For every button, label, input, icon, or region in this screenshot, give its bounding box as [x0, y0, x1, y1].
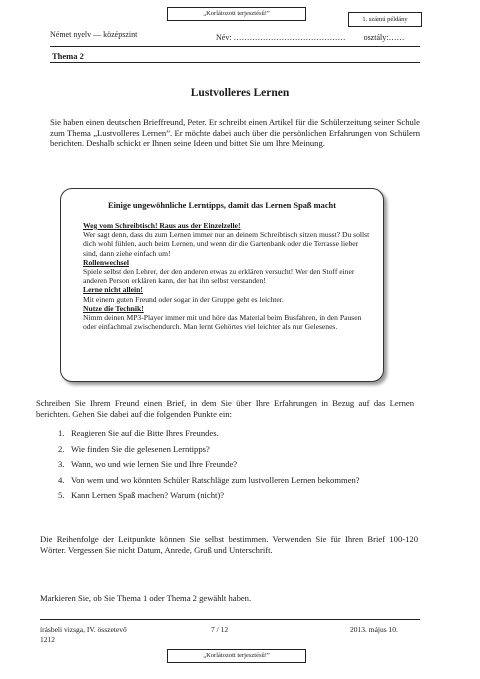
copy-number-box: 1. számú példány	[348, 12, 422, 27]
task-text: Kann Lernen Spaß machen? Warum (nicht)?	[71, 490, 225, 500]
task-text: Von wem und wo könnten Schüler Ratschläge zum lustvolleren Lernen bekommen?	[71, 474, 360, 485]
tip-title: Lerne nicht allein!	[83, 285, 143, 295]
tip-text: Nimm deinen MP3-Player immer mit und höre das Material beim Busfahren, in den Pausen oder einfachmal zwischendurch. Man lernt Gehörtes viel leichter als nur Gelesenes.	[83, 313, 362, 332]
class-label: osztály:……	[363, 33, 405, 42]
order-note: Die Reihenfolge der Leitpunkte können Sie selbst bestimmen. Verwenden Sie für Ihren Brief 100-120 Wörter. Vergessen Sie nicht Datum, Anrede, Gruß und Unterschrift.	[40, 534, 418, 555]
tip-item	[83, 304, 373, 332]
task-item	[58, 426, 360, 442]
exam-label: írásbeli vizsga, IV. összetevő	[40, 625, 127, 634]
subject-label: Német nyelv — középszint	[50, 30, 138, 39]
tips-box	[60, 188, 384, 382]
task-list	[58, 426, 360, 504]
intro-paragraph: Sie haben einen deutschen Brieffreund, Peter. Er schreibt einen Artikel für die Schülerzeitung seiner Schule zum Thema „Lustvolleres Lernen”. Er möchte dabei auch über die persönlichen Erfahrungen von Schülern berichten. Deshalb schickt er Ihnen seine Ideen und bittet Sie um Ihre Meinung.	[50, 117, 420, 149]
task-intro: Schreiben Sie Ihrem Freund einen Brief, in dem Sie über Ihre Erfahrungen in Bezug auf das Lernen berichten. Gehen Sie dabei auf die folgenden Punkte ein:	[36, 398, 414, 419]
tips-list	[83, 221, 373, 331]
task-item	[58, 488, 360, 504]
thema-label: Thema 2	[52, 51, 84, 61]
tip-item	[83, 285, 373, 303]
tip-item	[83, 258, 373, 286]
restricted-stamp-bottom: „Korlátozott terjesztésű!”	[167, 649, 306, 663]
tip-item	[83, 221, 373, 258]
mark-note: Markieren Sie, ob Sie Thema 1 oder Thema 2 gewählt haben.	[40, 593, 252, 603]
page-number: 7 / 12	[211, 625, 229, 634]
task-item	[58, 442, 360, 458]
exam-code: 1212	[40, 635, 55, 644]
task-number: 1.	[58, 428, 65, 438]
name-field	[216, 33, 404, 42]
task-number: 4.	[58, 474, 65, 485]
exam-date: 2013. május 10.	[350, 625, 398, 634]
footer-rule	[40, 619, 420, 620]
task-item	[58, 457, 360, 473]
task-text: Wann, wo und wie lernen Sie und Ihre Freunde?	[71, 459, 238, 469]
page-title: Lustvolleres Lernen	[190, 87, 290, 99]
tip-title: Weg vom Schreibtisch! Raus aus der Einzelzelle!	[83, 221, 241, 230]
task-number: 3.	[58, 459, 65, 469]
restricted-stamp-top: „Korlátozott terjesztésű!”	[167, 7, 306, 21]
tip-title: Nutze die Technik!	[83, 303, 144, 313]
footer-exam-info	[40, 625, 127, 645]
tip-text: Mit einem guten Freund oder sogar in der Gruppe geht es leichter.	[83, 294, 284, 304]
task-text: Wie finden Sie die gelesenen Lerntipps?	[71, 443, 210, 454]
task-text: Reagieren Sie auf die Bitte Ihres Freundes.	[71, 428, 219, 438]
tip-text: Spiele selbst den Lehrer, der den anderen etwas zu erklären versucht! Wer den Stoff einer anderen Person erklären kann, der hat ihn selbst verstanden!	[83, 267, 355, 286]
name-label: Név: ……………………………………	[216, 33, 346, 42]
task-number: 2.	[58, 443, 65, 454]
header-rule	[50, 46, 420, 47]
thema-rule	[50, 62, 420, 63]
task-item	[58, 473, 360, 489]
task-number: 5.	[58, 490, 65, 500]
tip-text: Wer sagt denn, dass du zum Lernen immer nur an deinem Schreibtisch sitzen musst? Du sollst dich wohl fühlen, auch beim Lernen, und wenn dir die Gartenbank oder die Terrasse lieber sind, dann ziehe einfach um!	[83, 230, 370, 258]
tip-title: Rollenwechsel	[83, 257, 129, 267]
tips-heading: Einige ungewöhnliche Lerntipps, damit das Lernen Spaß macht	[107, 201, 337, 210]
